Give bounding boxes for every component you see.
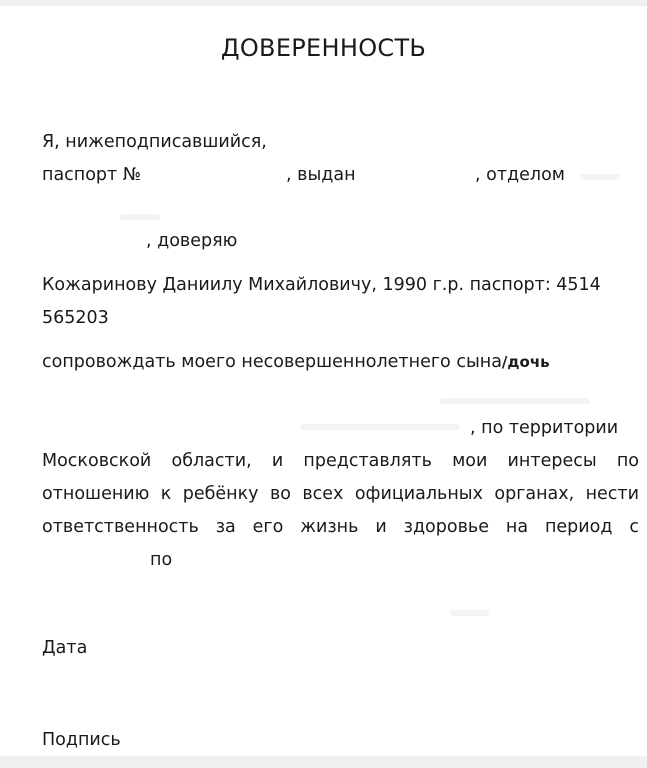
accompany-text (42, 352, 550, 372)
accompany-handwritten: /дочь (501, 353, 550, 371)
trustee-line-1: Кожаринову Даниилу Михайловичу, 1990 г.р. паспорт: 4514 (42, 275, 601, 295)
trust-label: , доверяю (146, 231, 238, 251)
document-page (0, 6, 647, 756)
body-line-1: Московской области, и представлять мои интересы по (42, 451, 639, 471)
redaction-smudge (300, 424, 460, 430)
redaction-smudge (120, 214, 160, 220)
redaction-smudge (580, 174, 620, 180)
accompany-printed: сопровождать моего несовершеннолетнего сына (42, 352, 502, 372)
department-label: , отделом (475, 165, 565, 185)
body-line-3: ответственность за его жизнь и здоровье на период с (42, 517, 639, 537)
intro-text: Я, нижеподписавшийся, (42, 132, 267, 152)
signature-label: Подпись (42, 730, 121, 750)
passport-label: паспорт № (42, 165, 142, 185)
body-line-2: отношению к ребёнку во всех официальных органах, нести (42, 484, 639, 504)
redaction-smudge (450, 610, 490, 616)
redaction-smudge (440, 398, 590, 404)
issued-label: , выдан (286, 165, 356, 185)
document-title: ДОВЕРЕННОСТЬ (220, 34, 427, 62)
trustee-line-2: 565203 (42, 308, 109, 328)
period-to-label: по (150, 550, 173, 570)
territory-text: , по территории (470, 418, 619, 438)
date-label: Дата (42, 638, 88, 658)
